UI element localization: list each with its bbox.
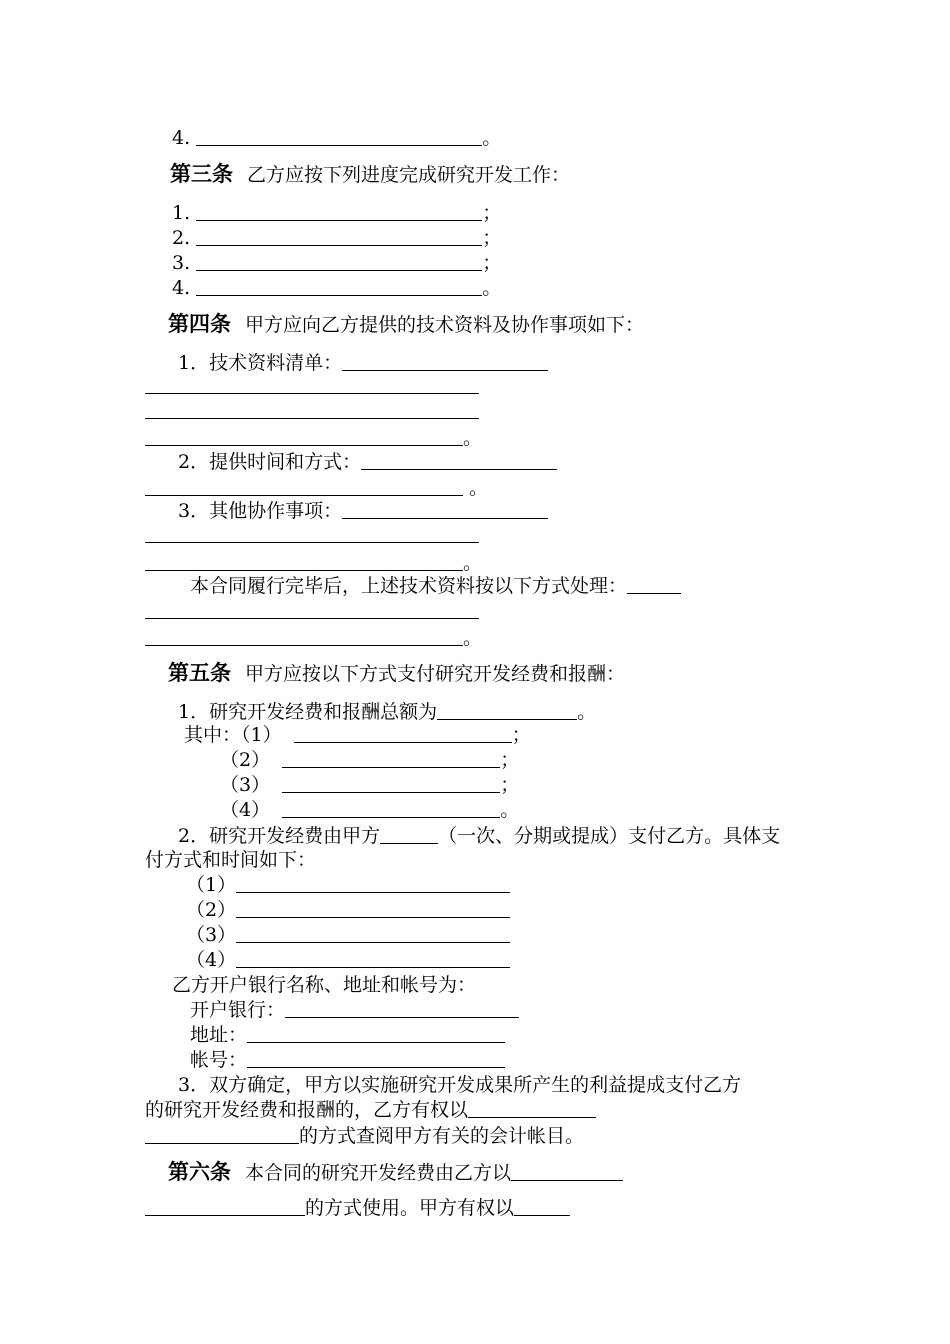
- art5-item-3-end: 的方式查阅甲方有关的会计帐目。: [145, 1124, 584, 1148]
- blank-line: [342, 352, 548, 371]
- blank-line: [145, 627, 463, 646]
- art4-after: 本合同履行完毕后，上述技术资料按以下方式处理：: [190, 574, 681, 598]
- blank-line: [196, 277, 482, 296]
- blank-line: [282, 774, 500, 793]
- art4-after-end: 。: [145, 626, 482, 650]
- art3-item-2: 2. ；: [172, 227, 502, 249]
- art5-item-3: 3．双方确定，甲方以实施研究开发成果所产生的利益提成支付乙方: [178, 1074, 742, 1096]
- blank-line: [282, 749, 500, 768]
- blank-line: [285, 999, 519, 1018]
- blank-line: [145, 427, 463, 446]
- art5-bank-intro: 乙方开户银行名称、地址和帐号为：: [172, 974, 477, 996]
- article-6: 第六条 本合同的研究开发经费由乙方以: [168, 1160, 623, 1185]
- blank-line: [342, 500, 548, 519]
- art5-pay-2: （2）: [186, 898, 510, 922]
- blank-line: [145, 418, 479, 419]
- art4-item-1: 1．技术资料清单：: [178, 351, 548, 375]
- blank-line: [437, 701, 577, 720]
- art5-item-3-cont: 的研究开发经费和报酬的，乙方有权以: [145, 1098, 596, 1122]
- article-heading: 第四条: [168, 312, 231, 336]
- art5-account: 帐号：: [190, 1048, 505, 1072]
- art5-item-2-cont: 付方式和时间如下：: [145, 849, 317, 871]
- blank-line: [627, 575, 681, 594]
- art5-address: 地址：: [190, 1023, 505, 1047]
- blank-line: [236, 874, 510, 893]
- blank-line: [361, 451, 557, 470]
- blank-line: [514, 1197, 570, 1216]
- article-6-cont: 的方式使用。甲方有权以: [145, 1196, 570, 1220]
- art5-among-3: （3） ；: [220, 774, 520, 796]
- art5-pay-4: （4）: [186, 948, 510, 972]
- blank-line: [145, 477, 463, 496]
- article-3: 第三条 乙方应按下列进度完成研究开发工作：: [170, 162, 571, 186]
- blank-line: [145, 1197, 305, 1216]
- blank-line: [511, 1162, 623, 1181]
- art5-among-2: （2） ；: [220, 749, 520, 771]
- blank-line: [145, 618, 479, 619]
- art3-item-4: 4. 。: [172, 277, 502, 299]
- blank-line: [145, 552, 463, 571]
- blank-line: [196, 127, 482, 146]
- blank-line: [145, 542, 479, 543]
- art4-item-3-end: 。: [145, 551, 482, 575]
- article-heading: 第三条: [170, 162, 233, 186]
- art5-among-1: 其中：（1） ；: [184, 724, 531, 746]
- art2-item4: 4. 。: [172, 127, 502, 149]
- art4-item-3: 3．其他协作事项：: [178, 499, 548, 523]
- blank-line: [196, 227, 482, 246]
- art5-item-2: 2．研究开发经费由甲方 （一次、分期或提成）支付乙方。具体支: [178, 825, 781, 847]
- blank-line: [294, 724, 512, 743]
- art4-item-2-end: 。: [145, 476, 488, 500]
- blank-line: [282, 799, 500, 818]
- blank-line: [145, 393, 479, 394]
- article-heading: 第五条: [168, 661, 231, 685]
- blank-line: [196, 252, 482, 271]
- blank-line: [247, 1024, 505, 1043]
- article-heading: 第六条: [168, 1160, 231, 1184]
- art5-among-4: （4） 。: [220, 799, 520, 821]
- blank-line: [380, 825, 438, 844]
- blank-line: [236, 949, 510, 968]
- blank-line: [236, 924, 510, 943]
- article-4: 第四条 甲方应向乙方提供的技术资料及协作事项如下：: [168, 312, 645, 336]
- art5-pay-1: （1）: [186, 873, 510, 897]
- art3-item-3: 3. ；: [172, 252, 502, 274]
- art3-item-1: 1. ；: [172, 202, 502, 224]
- blank-line: [468, 1099, 596, 1118]
- art5-pay-3: （3）: [186, 923, 510, 947]
- blank-line: [145, 1125, 299, 1144]
- blank-line: [236, 899, 510, 918]
- article-5: 第五条 甲方应按以下方式支付研究开发经费和报酬：: [168, 661, 626, 685]
- art4-item-1-end: 。: [145, 426, 482, 450]
- art5-item-1: 1．研究开发经费和报酬总额为 。: [178, 701, 597, 723]
- art4-item-2: 2．提供时间和方式：: [178, 450, 557, 474]
- art5-bank: 开户银行：: [190, 998, 519, 1022]
- blank-line: [196, 202, 482, 221]
- blank-line: [247, 1049, 505, 1068]
